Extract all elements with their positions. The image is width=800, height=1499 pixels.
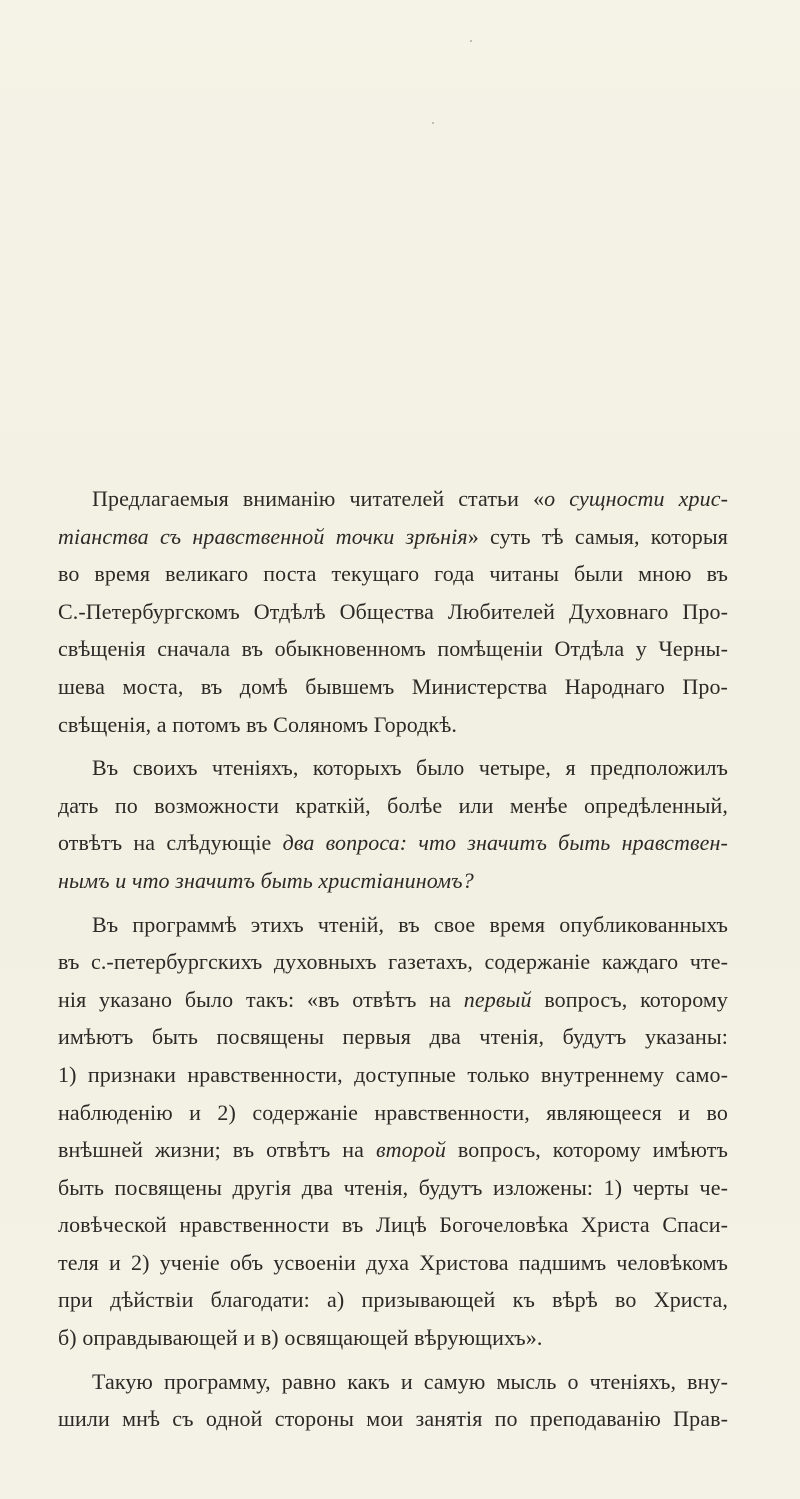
- text-run: б) оправдывающей и в) освящающей вѣрующихъ».: [58, 1325, 543, 1351]
- text-run: шева моста, въ домѣ бывшемъ Министерства Народнаго Про-: [58, 673, 728, 699]
- text-run: при дѣйствіи благодати: а) призывающей къ вѣрѣ во Христа,: [58, 1287, 728, 1313]
- text-line: [58, 749, 728, 787]
- text-run: отвѣтъ на слѣдующіе: [58, 830, 283, 856]
- text-line: [58, 981, 728, 1019]
- italic-text: второй: [375, 1137, 446, 1163]
- text-run: вопросъ, которому имѣютъ: [445, 1137, 728, 1163]
- body-text: [58, 480, 728, 1438]
- text-line: [58, 630, 728, 668]
- text-line: [58, 1131, 728, 1169]
- text-run: Въ программѣ этихъ чтеній, въ свое время опубликованныхъ: [92, 911, 728, 937]
- text-run: ловѣческой нравственности въ Лицѣ Богочеловѣка Христа Спаси-: [58, 1212, 728, 1238]
- text-line: [58, 787, 728, 825]
- text-line: [58, 1018, 728, 1056]
- text-run: нія указано было такъ: «въ отвѣтъ на: [58, 986, 464, 1012]
- text-line: [58, 1281, 728, 1319]
- italic-text: о сущности хрис-: [544, 486, 728, 511]
- text-line: [58, 593, 728, 631]
- text-run: быть посвящены другія два чтенія, будутъ изложены: 1) черты че-: [58, 1174, 728, 1200]
- text-line: [58, 1056, 728, 1094]
- text-line: [58, 943, 728, 981]
- text-line: [58, 1169, 728, 1207]
- text-line: [58, 706, 728, 744]
- paragraph: [58, 906, 728, 1357]
- text-run: наблюденію и 2) содержаніе нравственности, являющееся и во: [58, 1099, 728, 1125]
- text-run: въ с.-петербургскихъ духовныхъ газетахъ, содержаніе каждаго чте-: [58, 949, 728, 975]
- text-line: [58, 555, 728, 593]
- text-line: [58, 1244, 728, 1282]
- text-line: [58, 1206, 728, 1244]
- text-run: во время великаго поста текущаго года читаны были мною въ: [58, 561, 728, 587]
- text-line: [58, 518, 728, 556]
- text-run: Предлагаемыя вниманію читателей статьи «: [92, 486, 545, 511]
- paper-speck: [432, 122, 434, 124]
- text-run: Въ своихъ чтеніяхъ, которыхъ было четыре, я предположилъ: [92, 755, 728, 781]
- text-line: [58, 1319, 728, 1357]
- text-line: [58, 1363, 728, 1401]
- text-line: [58, 1400, 728, 1438]
- text-run: внѣшней жизни; въ отвѣтъ на: [58, 1137, 376, 1163]
- text-run: имѣютъ быть посвящены первыя два чтенія, будутъ указаны:: [58, 1024, 728, 1050]
- text-run: теля и 2) ученіе объ усвоеніи духа Христова падшимъ человѣкомъ: [58, 1249, 728, 1275]
- paragraph: [58, 480, 728, 743]
- text-line: [58, 480, 728, 518]
- italic-text: первый: [463, 986, 532, 1012]
- paragraph: [58, 1363, 728, 1438]
- paper-speck: [470, 40, 472, 42]
- text-run: С.-Петербургскомъ Отдѣлѣ Общества Любителей Духовнаго Про-: [58, 598, 728, 624]
- text-run: » суть тѣ самыя, которыя: [467, 523, 728, 549]
- text-line: [58, 906, 728, 944]
- italic-text: тіанства съ нравственной точки зрѣнія: [58, 523, 468, 549]
- text-run: свѣщенія сначала въ обыкновенномъ помѣщеніи Отдѣла у Черны-: [58, 636, 728, 662]
- text-run: Такую программу, равно какъ и самую мысль о чтеніяхъ, вну-: [92, 1368, 728, 1394]
- text-run: вопросъ, которому: [531, 986, 728, 1012]
- text-run: 1) признаки нравственности, доступные только внутреннему само-: [58, 1061, 728, 1087]
- text-run: дать по возможности краткій, болѣе или менѣе опредѣленный,: [58, 792, 728, 818]
- text-run: свѣщенія, а потомъ въ Соляномъ Городкѣ.: [58, 711, 457, 737]
- paragraph: [58, 749, 728, 899]
- text-line: [58, 824, 728, 862]
- italic-text: два вопроса: что значитъ быть нравствен-: [282, 830, 728, 856]
- text-line: [58, 1094, 728, 1132]
- text-run: шили мнѣ съ одной стороны мои занятія по преподаванію Прав-: [58, 1406, 728, 1432]
- text-line: [58, 862, 728, 900]
- italic-text: нымъ и что значитъ быть христіаниномъ?: [58, 867, 474, 893]
- text-line: [58, 668, 728, 706]
